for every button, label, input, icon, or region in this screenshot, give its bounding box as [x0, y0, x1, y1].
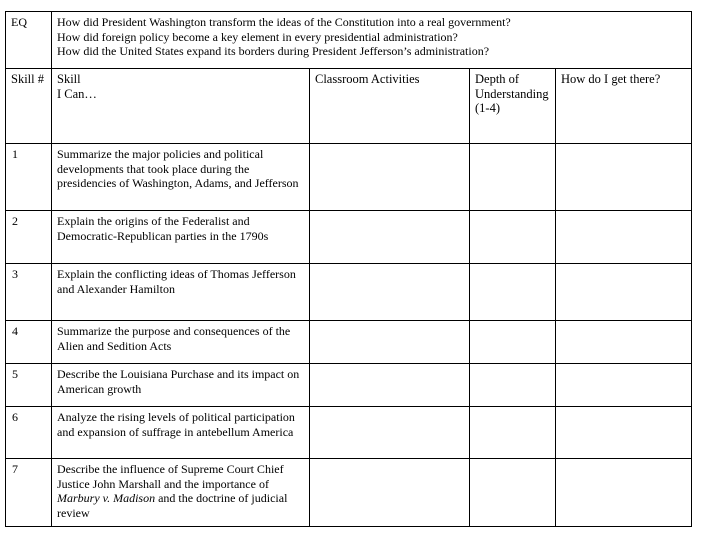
skill-description: Describe the Louisiana Purchase and its impact on American growth [52, 364, 310, 407]
classroom-activities-cell[interactable] [310, 459, 470, 527]
depth-cell[interactable] [470, 407, 556, 459]
header-skill-number: Skill # [6, 69, 52, 144]
header-depth-of-understanding: Depth of Understanding (1-4) [470, 69, 556, 144]
skill-description [52, 459, 310, 527]
classroom-activities-cell[interactable] [310, 264, 470, 321]
header-skill-line2: I Can… [57, 86, 97, 101]
classroom-activities-cell[interactable] [310, 144, 470, 211]
skill-number: 5 [6, 364, 52, 407]
how-cell[interactable] [556, 407, 692, 459]
skill-row-6 [6, 407, 692, 459]
skill-number: 6 [6, 407, 52, 459]
skill-number: 1 [6, 144, 52, 211]
skill-text-part: Describe the influence of Supreme Court Chief Justice John Marshall and the importance of [57, 462, 284, 491]
how-cell[interactable] [556, 144, 692, 211]
skill-description: Explain the conflicting ideas of Thomas Jefferson and Alexander Hamilton [52, 264, 310, 321]
header-skill-line1: Skill [57, 72, 81, 86]
eq-question-1: How did President Washington transform the ideas of the Constitution into a real government? [57, 15, 511, 29]
eq-question-3: How did the United States expand its borders during President Jefferson’s administration? [57, 44, 490, 58]
skill-description: Explain the origins of the Federalist and Democratic-Republican parties in the 1790s [52, 211, 310, 264]
skill-row-7 [6, 459, 692, 527]
header-classroom-activities: Classroom Activities [310, 69, 470, 144]
depth-cell[interactable] [470, 264, 556, 321]
skill-row-1 [6, 144, 692, 211]
skill-number: 7 [6, 459, 52, 527]
how-cell[interactable] [556, 459, 692, 527]
depth-cell[interactable] [470, 211, 556, 264]
classroom-activities-cell[interactable] [310, 321, 470, 364]
skill-description: Summarize the major policies and political developments that took place during the presidencies of Washington, Adams, and Jefferson [52, 144, 310, 211]
depth-cell[interactable] [470, 144, 556, 211]
skill-row-3 [6, 264, 692, 321]
header-row [6, 69, 692, 144]
how-cell[interactable] [556, 211, 692, 264]
how-cell[interactable] [556, 264, 692, 321]
skill-row-2 [6, 211, 692, 264]
depth-cell[interactable] [470, 459, 556, 527]
classroom-activities-cell[interactable] [310, 364, 470, 407]
depth-cell[interactable] [470, 364, 556, 407]
how-cell[interactable] [556, 364, 692, 407]
header-how-do-i-get-there: How do I get there? [556, 69, 692, 144]
skill-number: 4 [6, 321, 52, 364]
skills-table [5, 11, 692, 527]
header-skill [52, 69, 310, 144]
skill-number: 3 [6, 264, 52, 321]
skill-description: Analyze the rising levels of political participation and expansion of suffrage in antebellum America [52, 407, 310, 459]
classroom-activities-cell[interactable] [310, 407, 470, 459]
skill-text-part: and the doctrine of judicial review [57, 491, 288, 520]
eq-label: EQ [6, 12, 52, 69]
skill-description: Summarize the purpose and consequences of the Alien and Sedition Acts [52, 321, 310, 364]
case-name: Marbury v. Madison [57, 491, 156, 505]
skill-row-5 [6, 364, 692, 407]
skill-number: 2 [6, 211, 52, 264]
classroom-activities-cell[interactable] [310, 211, 470, 264]
eq-row [6, 12, 692, 69]
eq-question-2: How did foreign policy become a key element in every presidential administration? [57, 29, 458, 44]
eq-questions [52, 12, 692, 69]
depth-cell[interactable] [470, 321, 556, 364]
skill-row-4 [6, 321, 692, 364]
how-cell[interactable] [556, 321, 692, 364]
